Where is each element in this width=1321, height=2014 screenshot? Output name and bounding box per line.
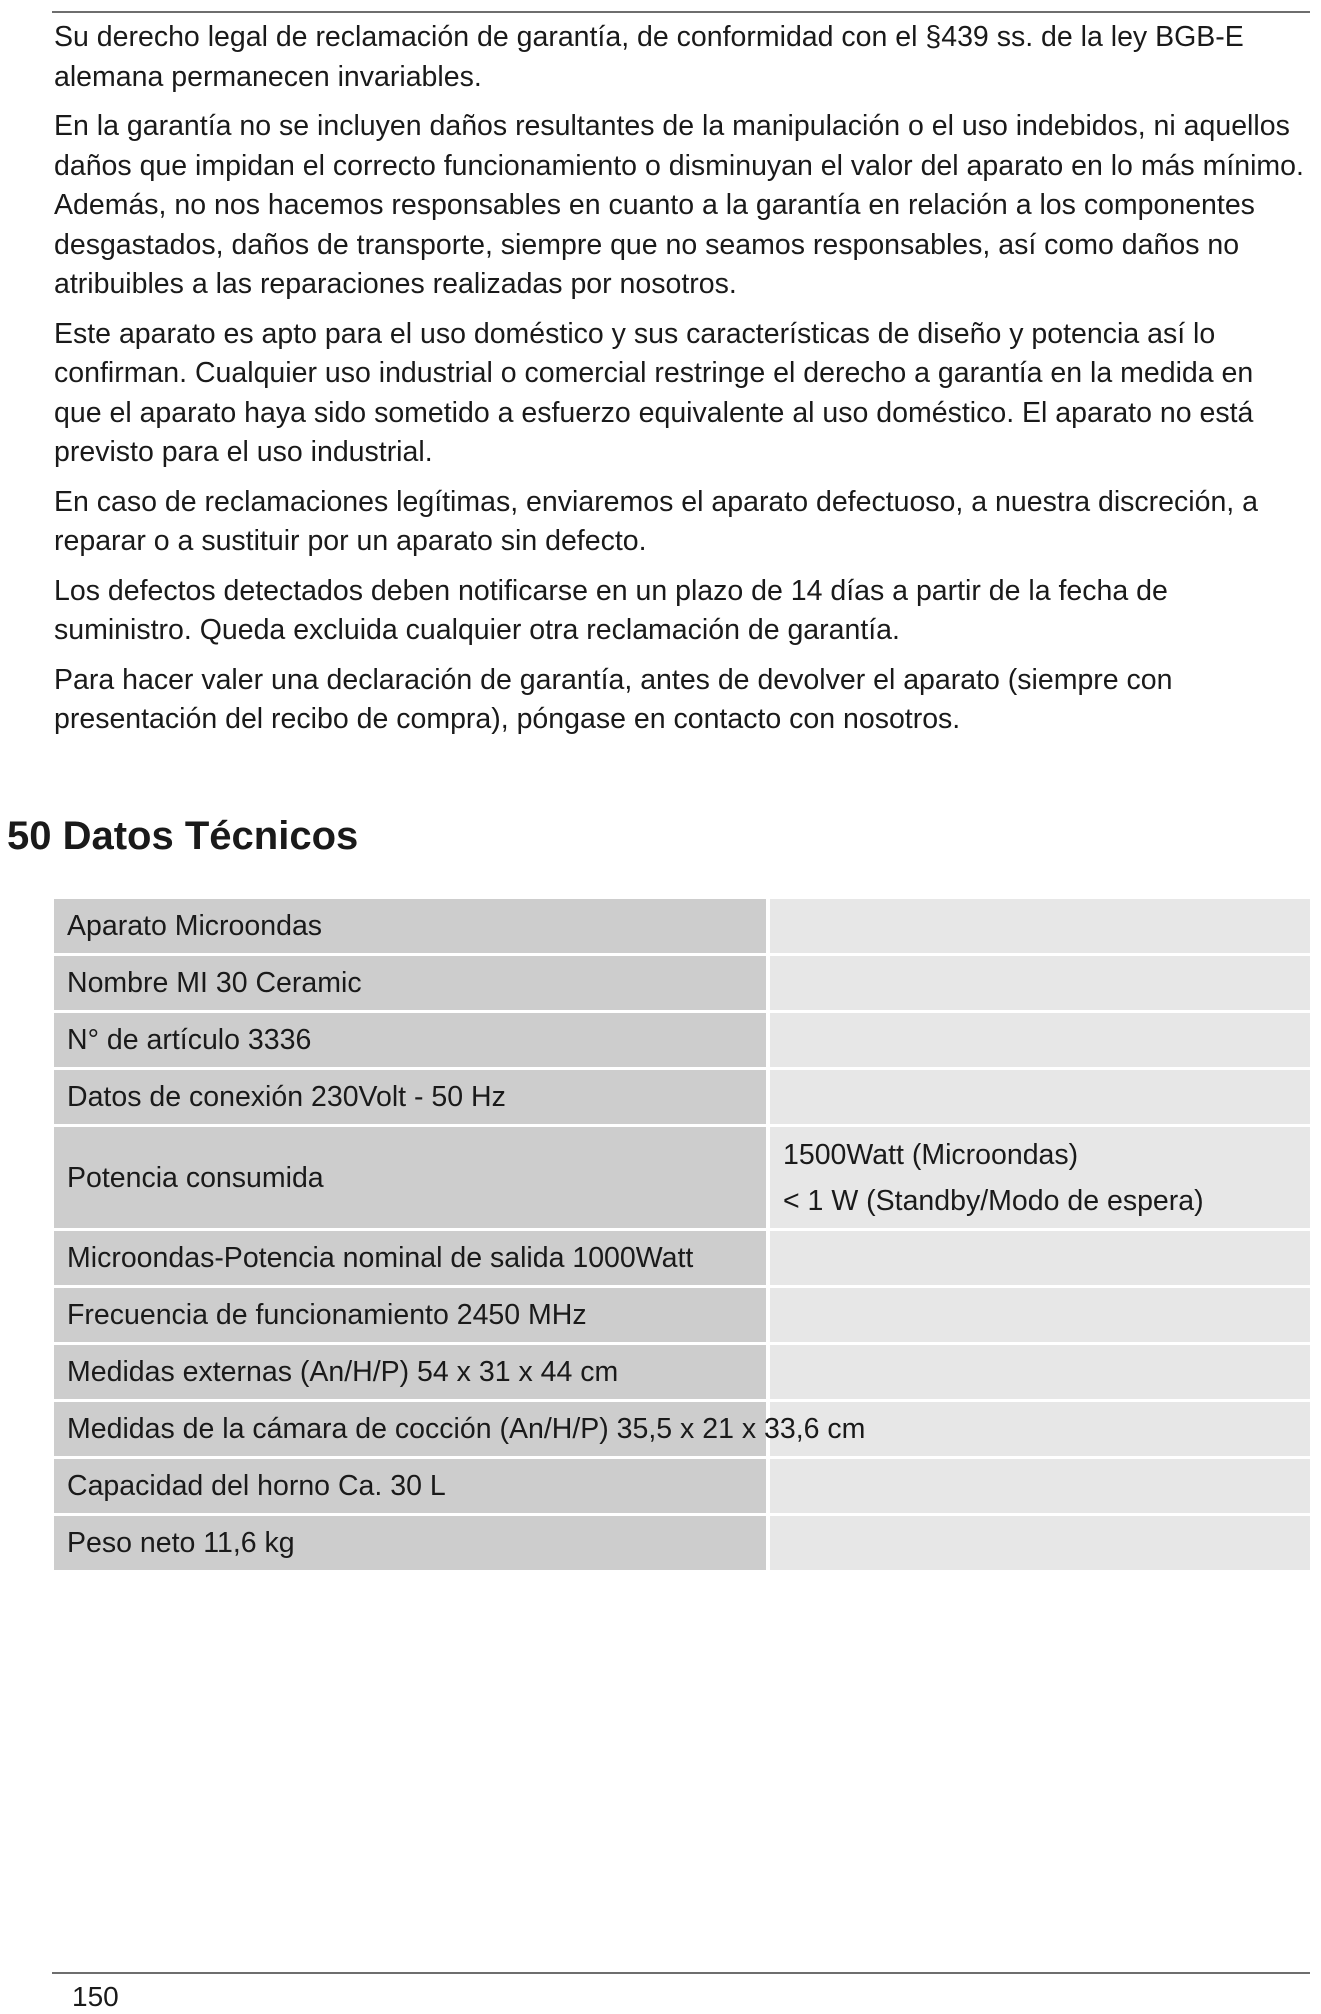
table-row: [54, 1069, 1310, 1126]
warranty-paragraph: En la garantía no se incluyen daños resultantes de la manipulación o el uso indebidos, ni aquellos daños que impidan el correcto funcionamiento o disminuyan el valor del aparato en lo más mínimo. Además, no nos hacemos responsables en cuanto a la garantía en relación a los componentes desgastados, daños de transporte, siempre que no seamos responsables, así como daños no atribuibles a las reparaciones realizadas por nosotros.: [54, 110, 1304, 300]
table-row: [54, 1401, 1310, 1458]
spec-value: [768, 1344, 1310, 1401]
spec-label: Peso neto 11,6 kg: [54, 1515, 768, 1572]
warranty-text: [54, 18, 1304, 750]
page-number: 150: [72, 1981, 119, 2012]
warranty-paragraph: En caso de reclamaciones legítimas, enviaremos el aparato defectuoso, a nuestra discreción, a reparar o a sustituir por un aparato sin defecto.: [54, 485, 1258, 557]
spec-value-line: < 1 W (Standby/Modo de espera): [783, 1184, 1204, 1217]
bottom-divider: [52, 1972, 1310, 1974]
table-row: [54, 899, 1310, 955]
spec-label: Aparato Microondas: [54, 899, 768, 955]
warranty-paragraph: Su derecho legal de reclamación de garantía, de conformidad con el §439 ss. de la ley BGB-E alemana permanecen invariables.: [54, 21, 1244, 93]
table-row: [54, 1126, 1310, 1230]
table-row: [54, 955, 1310, 1012]
technical-data-table: [54, 899, 1310, 1573]
spec-label: Microondas-Potencia nominal de salida 1000Watt: [54, 1230, 768, 1287]
warranty-paragraph: Este aparato es apto para el uso doméstico y sus características de diseño y potencia así lo confirman. Cualquier uso industrial o comercial restringe el derecho a garantía en la medida en que el aparato haya sido sometido a esfuerzo equivalente al uso doméstico. El aparato no está previsto para el uso industrial.: [54, 317, 1254, 468]
spec-value: [768, 1458, 1310, 1515]
spec-label: Datos de conexión 230Volt - 50 Hz: [54, 1069, 768, 1126]
spec-label: Nombre MI 30 Ceramic: [54, 955, 768, 1012]
spec-label: Medidas externas (An/H/P) 54 x 31 x 44 cm: [54, 1344, 768, 1401]
spec-value: [768, 1230, 1310, 1287]
spec-value: [768, 899, 1310, 955]
table-row: [54, 1515, 1310, 1572]
spec-label: Capacidad del horno Ca. 30 L: [54, 1458, 768, 1515]
table-row: [54, 1287, 1310, 1344]
warranty-paragraph: Para hacer valer una declaración de garantía, antes de devolver el aparato (siempre con presentación del recibo de compra), póngase en contacto con nosotros.: [54, 663, 1173, 735]
table-row: [54, 1458, 1310, 1515]
section-title: 50 Datos Técnicos: [7, 814, 359, 858]
spec-value: [768, 1012, 1310, 1069]
spec-label: Frecuencia de funcionamiento 2450 MHz: [54, 1287, 768, 1344]
table-row: [54, 1344, 1310, 1401]
top-divider: [52, 11, 1310, 13]
spec-label: N° de artículo 3336: [54, 1012, 768, 1069]
spec-value: [768, 1069, 1310, 1126]
warranty-paragraph: Los defectos detectados deben notificarse en un plazo de 14 días a partir de la fecha de suministro. Queda excluida cualquier otra reclamación de garantía.: [54, 574, 1168, 646]
spec-label: Potencia consumida: [54, 1126, 768, 1230]
spec-value: [768, 955, 1310, 1012]
spec-label: Medidas de la cámara de cocción (An/H/P) 35,5 x 21 x 33,6 cm: [54, 1401, 768, 1458]
table-row: [54, 1230, 1310, 1287]
spec-value-line: 1500Watt (Microondas): [783, 1138, 1079, 1171]
spec-value: [768, 1515, 1310, 1572]
spec-value: [768, 1287, 1310, 1344]
spec-value: [768, 1126, 1310, 1230]
table-row: [54, 1012, 1310, 1069]
